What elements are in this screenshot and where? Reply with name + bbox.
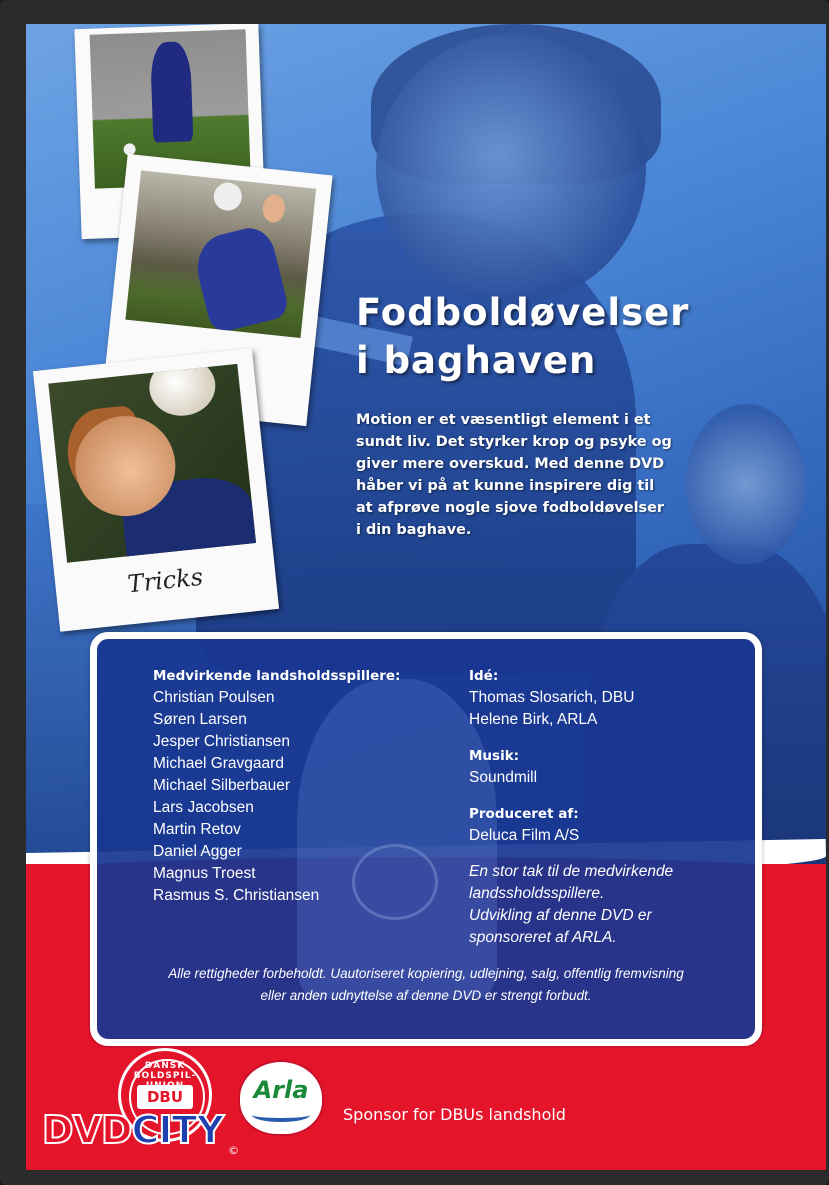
copyright-symbol: © xyxy=(228,1144,239,1157)
player-name: Michael Silberbauer xyxy=(153,777,290,794)
photo-caption: Tricks xyxy=(126,562,205,599)
idea-name: Thomas Slosarich, DBU xyxy=(469,689,635,706)
produced-heading: Produceret af: xyxy=(469,806,579,822)
intro-line: sundt liv. Det styrker krop og psyke og xyxy=(356,434,672,450)
title-line: Fodboldøvelser xyxy=(356,291,690,334)
player-silhouette-head xyxy=(376,34,646,304)
players-column xyxy=(153,665,443,907)
dbu-logo-text: DBU xyxy=(137,1085,193,1109)
producer-name: Deluca Film A/S xyxy=(469,827,580,844)
dvdcity-watermark xyxy=(42,1108,223,1152)
title-line: i baghaven xyxy=(356,339,597,382)
intro-line: i din baghave. xyxy=(356,522,472,538)
intro-line: at afprøve nogle sjove fodboldøvelser xyxy=(356,500,664,516)
arla-swoosh-icon xyxy=(252,1108,310,1122)
photo-image xyxy=(48,364,256,563)
intro-line: håber vi på at kunne inspirere dig til xyxy=(356,478,655,494)
player-figure xyxy=(150,41,193,142)
ball-icon xyxy=(212,181,243,212)
player-name: Rasmus S. Christiansen xyxy=(153,887,320,904)
intro-text xyxy=(356,409,776,541)
music-name: Soundmill xyxy=(469,769,538,786)
intro-line: giver mere overskud. Med denne DVD xyxy=(356,456,665,472)
thanks-line: sponsoreret af ARLA. xyxy=(469,929,617,946)
intro-line: Motion er et væsentligt element i et xyxy=(356,412,651,428)
sponsor-text: Sponsor for DBUs landshold xyxy=(343,1105,566,1124)
credits-inner xyxy=(97,639,755,1039)
photo-image xyxy=(125,170,316,338)
players-heading: Medvirkende landsholdsspillere: xyxy=(153,668,401,684)
player-name: Daniel Agger xyxy=(153,843,242,860)
player-figure xyxy=(190,223,291,335)
watermark-city: CITY xyxy=(131,1108,223,1152)
polaroid-photo-tricks xyxy=(33,348,279,632)
rights-line: eller anden udnyttelse af denne DVD er strengt forbudt. xyxy=(260,988,592,1003)
arla-logo-text: Arla xyxy=(253,1076,309,1104)
player-name: Jesper Christiansen xyxy=(153,733,290,750)
music-heading: Musik: xyxy=(469,748,520,764)
player-name: Michael Gravgaard xyxy=(153,755,284,772)
watermark-dvd: DVD xyxy=(42,1108,132,1152)
rights-line: Alle rettigheder forbeholdt. Uautoriseret kopiering, udlejning, salg, offentlig fremvisning xyxy=(168,966,684,981)
rights-notice xyxy=(97,963,755,1007)
thanks-line: Udvikling af denne DVD er xyxy=(469,907,652,924)
crew-column xyxy=(469,665,729,949)
thanks-line: landssholdsspillere. xyxy=(469,885,605,902)
player-name: Christian Poulsen xyxy=(153,689,275,706)
dvd-cover xyxy=(26,24,826,1170)
player-name: Magnus Troest xyxy=(153,865,256,882)
dbu-ring-text: DANSK BOLDSPIL- xyxy=(133,1061,197,1081)
player-name: Lars Jacobsen xyxy=(153,799,254,816)
thanks-line: En stor tak til de medvirkende xyxy=(469,863,674,880)
player-head xyxy=(261,193,286,223)
player-name: Martin Retov xyxy=(153,821,241,838)
arla-logo xyxy=(240,1062,322,1134)
player-name: Søren Larsen xyxy=(153,711,247,728)
credits-box xyxy=(90,632,762,1046)
ball-icon xyxy=(146,364,218,419)
idea-name: Helene Birk, ARLA xyxy=(469,711,598,728)
cover-title xyxy=(356,289,796,385)
idea-heading: Idé: xyxy=(469,668,499,684)
